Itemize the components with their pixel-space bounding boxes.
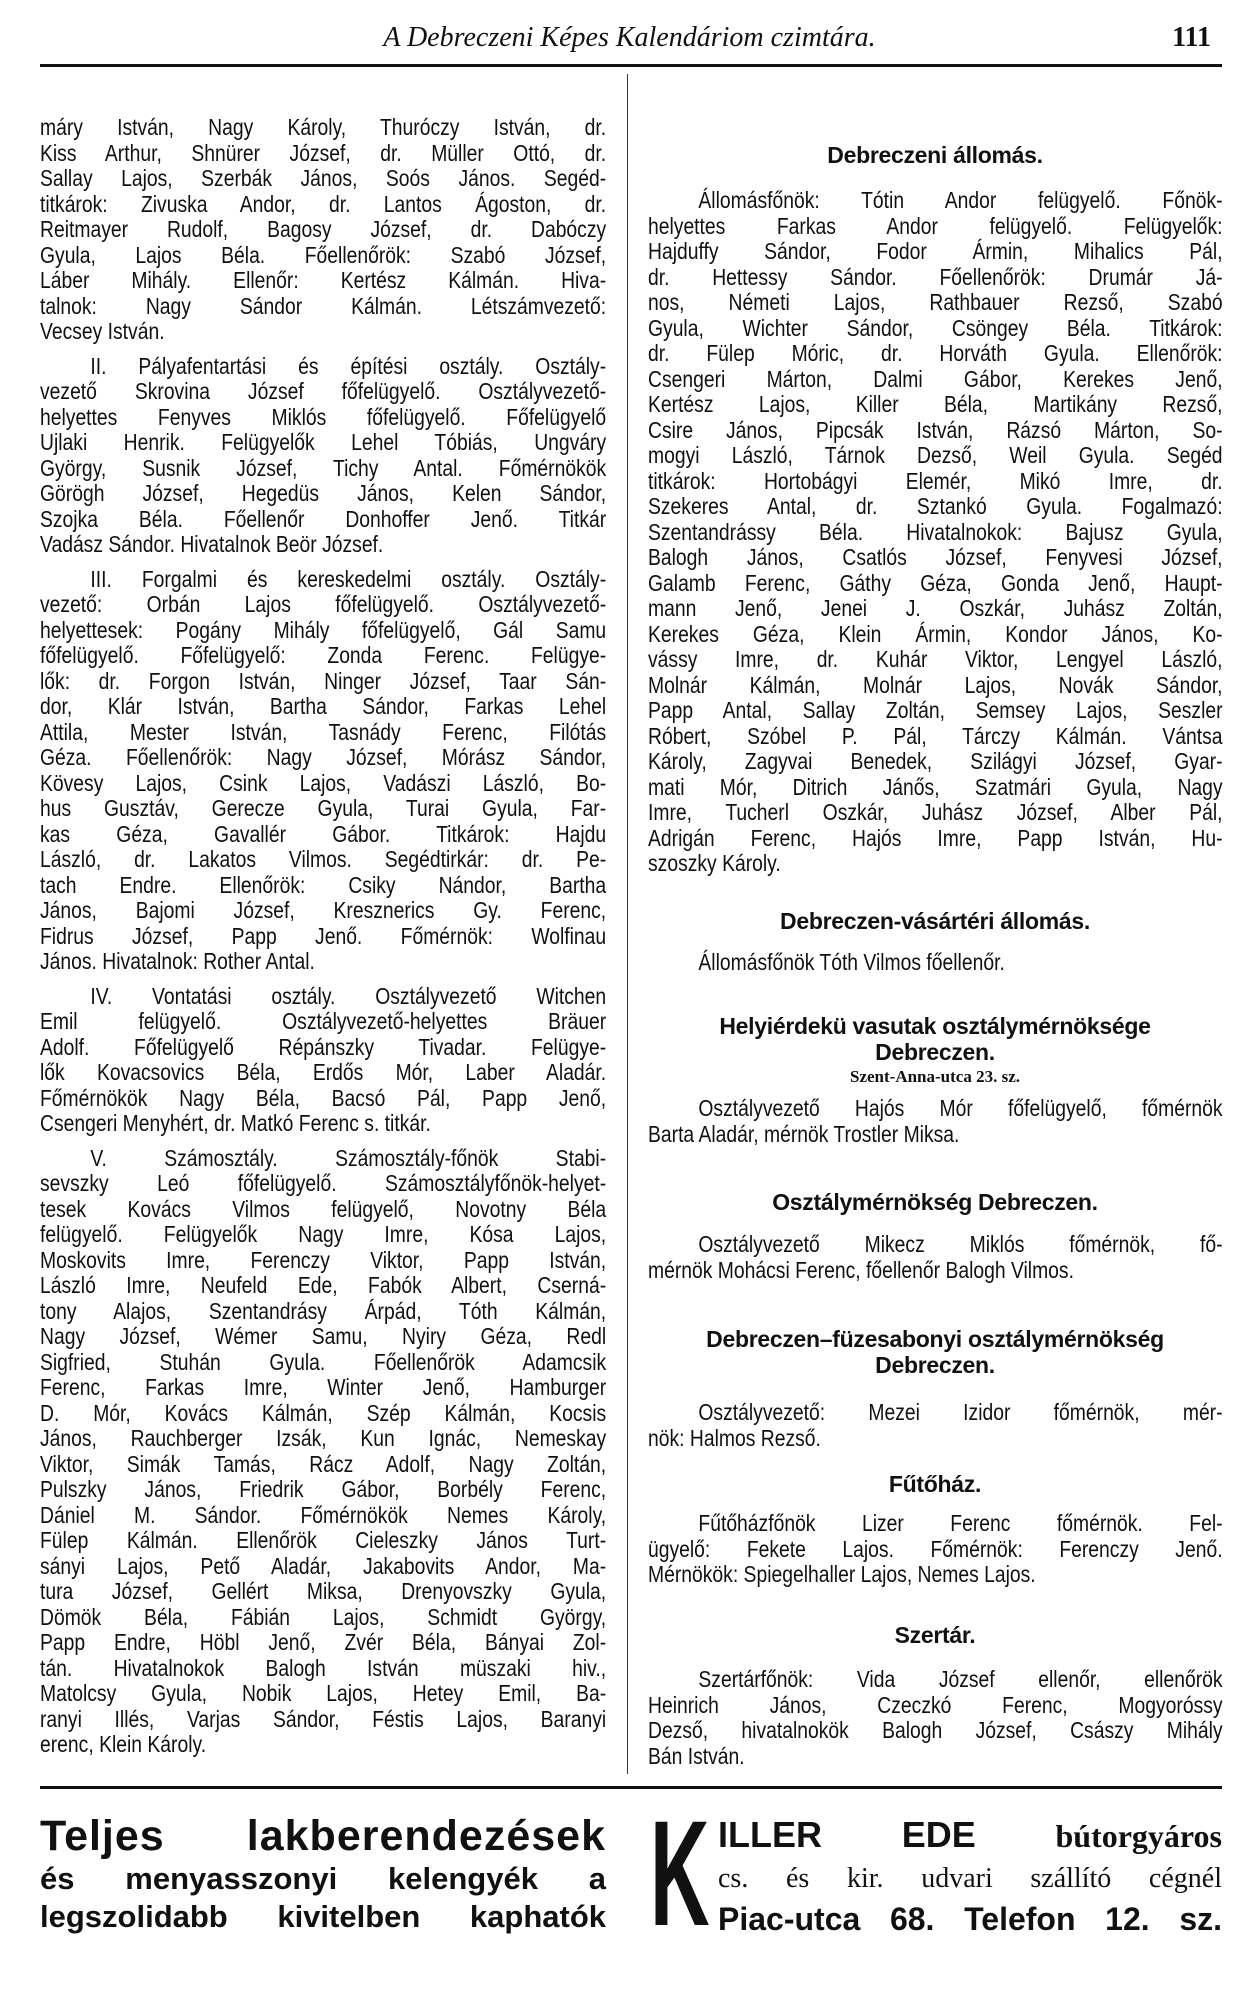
text-line: Dániel M. Sándor. Főmérnökök Nemes Károly, [40,1501,607,1528]
text-line: sevszky Leó főfelügyelő. Számosztályfőnök-helyet- [40,1170,607,1196]
text-line: vezető: Orbán Lajos főfelügyelő. Osztályvezető- [40,591,607,617]
heading-line: Osztálymérnökség Debreczen. [772,1189,1098,1215]
text-line: Ujlaki Henrik. Felügyelők Lehel Tóbiás, Ungváry [40,429,607,455]
ad-line: cs. és kir. udvari szállító cégnél [718,1863,1222,1894]
text-line: lők: dr. Forgon István, Ninger József, Taar Sán- [40,667,607,694]
text-line: Matolcsy Gyula, Nobik Lajos, Hetey Emil, Ba- [40,1680,607,1706]
text-line: János, Rauchberger Izsák, Kun Ignác, Nemeskay [40,1425,607,1451]
heading-line: Debreczen. [875,1038,995,1065]
text-line: Osztályvezető: Mezei Izidor főmérnök, mér- [698,1399,1223,1425]
text-line: János, Bajomi József, Kresznerics Gy. Ferenc, [40,897,607,923]
text-line: Főmérnökök Nagy Béla, Bacsó Pál, Papp Jenő, [40,1084,607,1111]
text-line: felügyelő. Felügyelők Nagy Imre, Kósa Lajos, [40,1221,607,1247]
text-line: dr. Fülep Móric, dr. Horváth Gyula. Ellenőrök: [648,340,1223,366]
text-line: tán. Hivatalnokok Balogh István müszaki hiv., [40,1654,607,1681]
text-line: Papp Antal, Sallay Zoltán, Semsey Lajos, Seszler [648,697,1223,723]
text-line: Imre, Tucherl Oszkár, Juhász József, Alber Pál, [648,799,1223,825]
paragraph [648,188,1222,877]
paragraph [40,567,606,975]
paragraph [648,1667,1222,1769]
section-heading [648,1623,1222,1649]
text-line: Hajduffy Sándor, Fodor Ármin, Mihalics Pál, [648,238,1223,264]
header-rule [40,64,1222,67]
paragraph [40,115,606,345]
text-line: Dömök Béla, Fábián Lajos, Schmidt György, [40,1603,607,1630]
text-line: II. Pályafentartási és építési osztály. Osztály- [90,352,607,379]
ad-initial-letter: K [650,1789,710,1957]
furniture-advertisement [40,1812,606,1936]
text-line: Nagy József, Wémer Samu, Nyiry Géza, Redl [40,1323,607,1349]
text-line: tura József, Gellért Miksa, Drenyovszky Gyula, [40,1578,607,1604]
text-line: dr. Hettessy Sándor. Főellenőrök: Drumár Já- [648,263,1223,290]
text-line: Kerekes Géza, Klein Ármin, Kondor János, Ko- [648,620,1223,647]
text-line: titkárok: Hortobágyi Elemér, Mikó Imre, dr. [648,467,1223,494]
text-line: Károly, Zagyvai Benedek, Szilágyi József, Gyar- [648,748,1223,774]
text-line: Viktor, Simák Tamás, Rácz Adolf, Nagy Zoltán, [40,1450,607,1477]
text-line: mann Jenő, Jenei J. Oszkár, Juhász Zoltán, [648,595,1223,621]
text-line: Kövesy Lajos, Csink Lajos, Vadászi László, Bo- [40,769,607,796]
text-line: Fűtőházfőnök Lizer Ferenc főmérnök. Fel- [698,1510,1223,1536]
section-heading [648,1472,1222,1498]
paragraph [40,1146,606,1758]
text-line: III. Forgalmi és kereskedelmi osztály. Osztály- [90,565,607,592]
text-line: Barta Aladár, mérnök Trostler Miksa. [648,1120,960,1147]
text-line: tony Alajos, Szentandrásy Árpád, Tóth Kálmán, [40,1297,607,1324]
text-line: László Imre, Neufeld Ede, Fabók Albert, Cserná- [40,1272,607,1298]
text-line: IV. Vontatási osztály. Osztályvezető Witchen [90,982,607,1009]
paragraph [648,1096,1222,1147]
text-line: mati Mór, Ditrich Jánős, Szatmári Gyula, Nagy [648,773,1223,800]
text-line: Galamb Ferenc, Gáthy Géza, Gonda Jenő, Haupt- [648,569,1223,596]
text-line: Molnár Kálmán, Molnár Lajos, Novák Sándor, [648,671,1223,698]
text-line: ügyelő: Fekete Lajos. Főmérnök: Ferenczy Jenő. [648,1535,1223,1562]
running-header-title: A Debreczeni Képes Kalendáriom czimtára. [383,22,876,53]
text-line: nos, Németi Lajos, Rathbauer Rezső, Szabó [648,289,1223,315]
text-line: Láber Mihály. Ellenőr: Kertész Kálmán. Hiva- [40,267,607,293]
text-line: Attila, Mester István, Tasnády Ferenc, Filótás [40,718,607,745]
text-line: Gyula, Wichter Sándor, Csöngey Béla. Titkárok: [648,314,1223,341]
text-line: titkárok: Zivuska Andor, dr. Lantos Ágoston, dr. [40,190,607,217]
text-line: Csire János, Pipcsák István, Rázsó Márton, So- [648,416,1223,443]
section-heading [648,143,1222,169]
heading-line: Debreczen-vásártéri állomás. [780,908,1090,934]
text-line: János. Hivatalnok: Rother Antal. [40,948,315,974]
text-line: Szertárfőnök: Vida József ellenőr, ellenőrök [698,1666,1223,1692]
text-line: Róbert, Szóbel P. Pál, Tárczy Kálmán. Vántsa [648,722,1223,749]
section-heading [648,1014,1222,1065]
killer-ede-advertisement [718,1812,1222,1939]
text-line: Ferenc, Farkas Imre, Winter Jenő, Hamburger [40,1374,607,1400]
heading-line: Debreczen. [875,1351,995,1378]
section-heading [648,909,1222,935]
ad-line: és menyasszonyi kelengyék a [40,1861,606,1896]
text-line: Sigfried, Stuhán Gyula. Főellenőrök Adamcsik [40,1348,607,1375]
heading-line: Fűtőház. [888,1471,982,1497]
text-line: Papp Endre, Höbl Jenő, Zvér Béla, Bányai Zol- [40,1629,607,1655]
ad-line: legszolidabb kivitelben kaphatók [40,1899,606,1934]
heading-line: Helyiérdekü vasutak osztálymérnöksége [719,1013,1151,1039]
text-line: tesek Kovács Vilmos felügyelő, Novotny Béla [40,1195,607,1222]
text-line: helyettesek: Pogány Mihály főfelügyelő, Gál Samu [40,616,607,643]
text-line: Fidrus József, Papp Jenő. Főmérnök: Wolfinau [40,922,607,949]
text-line: Állomásfőnök Tóth Vilmos főellenőr. [698,949,1005,975]
section-heading [648,1327,1222,1378]
text-line: máry István, Nagy Károly, Thuróczy István, dr. [40,114,607,140]
text-line: Vecsey István. [40,318,165,344]
text-line: Heinrich János, Czeczkó Ferenc, Mogyoróssy [648,1691,1223,1718]
ad-company-name: ILLER EDE [718,1814,976,1855]
text-line: Emil felügyelő. Osztályvezető-helyettes Bräuer [40,1008,607,1034]
text-line: lők Kovacsovics Béla, Erdős Mór, Laber Aladár. [40,1059,607,1085]
text-line: D. Mór, Kovács Kálmán, Szép Kálmán, Kocsis [40,1399,607,1426]
text-line: Kertész Lajos, Killer Béla, Martikány Rezső, [648,391,1223,417]
text-line: Vadász Sándor. Hivatalnok Beör József. [40,531,384,557]
text-line: Fülep Kálmán. Ellenőrök Cieleszky János Turt- [40,1527,607,1553]
text-line: mogyi László, Tárnok Dezső, Weil Gyula. Segéd [648,442,1223,468]
text-line: hus Gusztáv, Gerecze Gyula, Turai Gyula, Far- [40,795,607,821]
paragraph [648,1511,1222,1588]
text-line: helyettes Farkas Andor felügyelő. Felügyelők: [648,212,1223,239]
text-line: Mérnökök: Spiegelhaller Lajos, Nemes Lajos. [648,1561,1036,1587]
text-line: nök: Halmos Rezső. [648,1424,821,1451]
paragraph [648,950,1222,976]
text-line: Balogh János, Csatlós József, Fenyvesi József, [648,544,1223,570]
heading-line: Debreczen–füzesabonyi osztálymérnökség [706,1326,1164,1352]
section-heading [648,1190,1222,1216]
column-divider [627,74,628,1774]
heading-line: Szertár. [894,1622,976,1648]
text-line: György, Susnik József, Tichy Antal. Főmérnökök [40,454,607,481]
text-line: kas Géza, Gavallér Gábor. Titkárok: Hajdu [40,820,607,847]
page-number: 111 [1172,22,1211,53]
text-line: Csengeri Márton, Dalmi Gábor, Kerekes Jenő, [648,365,1223,392]
text-line: Kiss Arthur, Shnürer József, dr. Müller Ottó, dr. [40,139,607,166]
text-line: Bán István. [648,1742,745,1769]
text-line: Géza. Főellenőrök: Nagy József, Mórász Sándor, [40,744,607,770]
ad-address: Piac-utca 68. Telefon 12. sz. [718,1901,1222,1937]
text-line: Szekeres Antal, dr. Sztankó Gyula. Fogalmazó: [648,493,1223,519]
paragraph [40,984,606,1137]
paragraph [648,1400,1222,1451]
text-line: ranyi Illés, Varjas Sándor, Féstis Lajos, Baranyi [40,1705,607,1732]
footer-rule [40,1786,1222,1789]
text-line: vássy Imre, dr. Kuhár Viktor, Lengyel László, [648,646,1223,672]
ad-headline: Teljes lakberendezések [40,1812,606,1860]
text-line: szoszky Károly. [648,850,781,876]
text-line: tach Endre. Ellenőrök: Csiky Nándor, Bartha [40,871,607,898]
text-line: László, dr. Lakatos Vilmos. Segédtirkár: dr. Pe- [40,846,607,872]
text-line: Osztályvezető Hajós Mór főfelügyelő, főmérnök [698,1095,1223,1121]
text-line: sányi Lajos, Pető Aladár, Jakabovits Andor, Ma- [40,1552,607,1579]
text-line: Szentandrássy Béla. Hivatalnokok: Bajusz Gyula, [648,518,1223,545]
text-line: Adolf. Főfelügyelő Répánszky Tivadar. Felügye- [40,1033,607,1060]
text-line: mérnök Mohácsi Ferenc, főellenőr Balogh Vilmos. [648,1256,1074,1283]
text-line: dor, Klár István, Bartha Sándor, Farkas Lehel [40,693,607,719]
heading-line: Debreczeni állomás. [827,142,1043,168]
ad-company-line [718,1812,1222,1859]
text-line: talnok: Nagy Sándor Kálmán. Létszámvezető: [40,292,607,319]
text-line: V. Számosztály. Számosztály-főnök Stabi- [90,1144,607,1171]
text-line: Pulszky János, Friedrik Gábor, Borbély Ferenc, [40,1476,607,1502]
text-line: főfelügyelő. Főfelügyelő: Zonda Ferenc. Felügye- [40,642,607,668]
text-line: Osztályvezető Mikecz Miklós főmérnök, fő- [698,1231,1223,1257]
text-line: Csengeri Menyhért, dr. Matkó Ferenc s. titkár. [40,1110,431,1136]
paragraph [648,1232,1222,1283]
text-line: Sallay Lajos, Szerbák János, Soós János. Segéd- [40,165,607,191]
section-address: Szent-Anna-utca 23. sz. [850,1067,1020,1086]
text-line: helyettes Fenyves Miklós főfelügyelő. Főfelügyelő [40,403,607,430]
text-line: Görögh József, Hegedüs János, Kelen Sándor, [40,480,607,506]
ad-trade: bútorgyáros [1055,1818,1222,1854]
paragraph [40,354,606,558]
text-line: Állomásfőnök: Tótin Andor felügyelő. Főnök- [698,187,1223,213]
text-line: Reitmayer Rudolf, Bagosy József, dr. Dabóczy [40,216,607,242]
text-line: Szojka Béla. Főellenőr Donhoffer Jenő. Titkár [40,505,607,532]
text-line: Dezső, hivatalnokök Balogh József, Császy Mihály [648,1717,1223,1743]
text-line: vezető Skrovina József főfelügyelő. Osztályvezető- [40,378,607,404]
text-line: erenc, Klein Károly. [40,1731,207,1757]
text-line: Moskovits Imre, Ferenczy Viktor, Papp István, [40,1246,607,1273]
text-line: Gyula, Lajos Béla. Főellenőrök: Szabó József, [40,241,607,268]
text-line: Adrigán Ferenc, Hajós Imre, Papp István, Hu- [648,824,1223,851]
